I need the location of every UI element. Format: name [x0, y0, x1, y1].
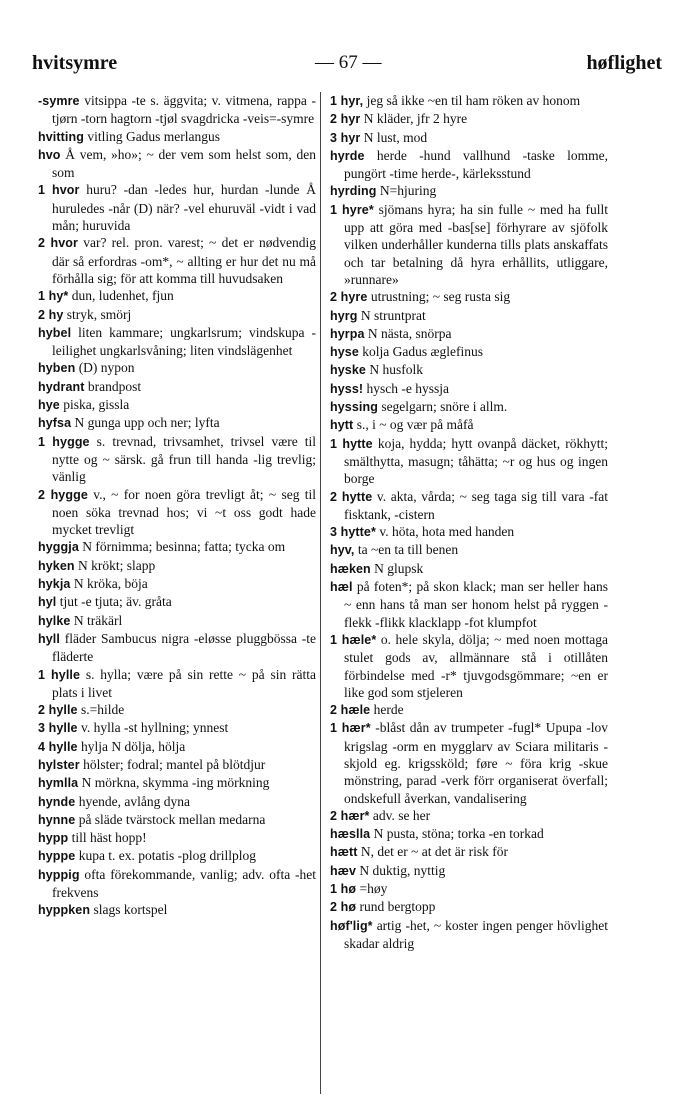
headword: høf'lig* [330, 918, 373, 933]
headword: hæken [330, 561, 371, 576]
header-last-word: høflighet [586, 52, 662, 74]
entry-definition: artig -het, ~ koster ingen penger hövlighet skadar aldrig [344, 917, 608, 951]
headword: hyske [330, 363, 366, 378]
headword: 3 hyr [330, 130, 361, 145]
entry-definition: sjömans hyra; ha sin fulle ~ med ha fullt upp att göra med -bas[se] förhyrare av sjöfolk vilken underhåller kunderna tills plats anskaffats och tar betalning då hyra erhållits, utliggare, »runnare» [344, 201, 608, 287]
entry-definition: -blåst dån av trumpeter -fugl* Upupa -lov krigslag -orm en mygglarv av Sciara militaris -skjold eg. krigssköld; føre ~ föra krig -skue mönstring, parad -verk förr organiserat överfall; ondskefull åverkan, vandalisering [344, 720, 608, 806]
headword: hybel [38, 325, 72, 340]
entry-definition: liten kammare; ungkarlsrum; vindskupa -leilighet ungkarlsvåning; liten vindslägenhet [52, 324, 317, 359]
dictionary-entry [330, 898, 608, 916]
entry-definition: (D) nypon [78, 360, 135, 376]
entry-definition: N pusta, stöna; torka -en torkad [373, 826, 544, 842]
header-first-word: hvitsymre [32, 52, 118, 74]
headword: hyse [330, 345, 359, 360]
headword: hæv [330, 863, 357, 878]
dictionary-entry [38, 756, 316, 774]
dictionary-entry [38, 324, 316, 360]
headword: 2 hø [330, 900, 357, 915]
headword: hyl [38, 595, 57, 610]
dictionary-entry [38, 612, 316, 630]
entry-definition: på släde tvärstock mellan medarna [78, 811, 266, 827]
headword: hylke [38, 613, 71, 628]
page-header [32, 52, 662, 78]
headword: hyggja [38, 540, 79, 555]
entry-definition: dun, ludenhet, fjun [71, 288, 174, 304]
dictionary-entry [330, 435, 608, 488]
dictionary-entry [330, 631, 608, 701]
dictionary-entry [330, 843, 608, 861]
headword: hyrding [330, 184, 377, 199]
entry-definition: brandpost [87, 378, 142, 394]
headword: hylster [38, 757, 80, 772]
dictionary-entry [330, 343, 608, 361]
dictionary-entry [38, 630, 316, 666]
dictionary-entry [38, 538, 316, 556]
entry-definition: herde -hund vallhund -taske lomme, pungört -time herde-, kärleksstund [344, 147, 608, 182]
headword: hyrde [330, 148, 365, 163]
headword: 1 hø [330, 882, 357, 897]
entry-definition: N husfolk [369, 362, 423, 378]
entry-definition: N krökt; slapp [78, 557, 156, 573]
headword: hyss! [330, 381, 364, 396]
headword: 1 hygge [38, 434, 90, 449]
dictionary-entry [330, 380, 608, 398]
entry-definition: N mörkna, skymma -ing mörkning [81, 775, 270, 791]
headword: hyben [38, 361, 76, 376]
entry-definition: s. hylla; være på sin rette ~ på sin rätta plats i livet [52, 666, 316, 700]
dictionary-entry [330, 807, 608, 825]
headword: -symre [38, 94, 80, 108]
dictionary-entry [330, 719, 608, 806]
dictionary-entry [330, 147, 608, 183]
dictionary-entry [38, 92, 316, 128]
entry-definition: ta ~en ta till benen [357, 542, 459, 558]
headword: hætt [330, 845, 358, 860]
dictionary-entry [38, 793, 316, 811]
headword: 1 hyre* [330, 202, 374, 217]
entry-definition: s., i ~ og vær på måfå [356, 417, 474, 433]
headword: hyrg [330, 308, 358, 323]
headword: hyppken [38, 903, 91, 918]
entry-definition: N lust, mod [363, 129, 428, 145]
entry-definition: N duktig, nyttig [359, 862, 446, 878]
dictionary-entry [38, 774, 316, 792]
dictionary-entry [330, 325, 608, 343]
headword: hynne [38, 812, 76, 827]
dictionary-entry [330, 129, 608, 147]
headword: 1 hvor [38, 183, 80, 198]
headword: hydrant [38, 379, 85, 394]
page-number: — 67 — [315, 52, 382, 73]
dictionary-entry [38, 666, 316, 702]
dictionary-entry [38, 866, 316, 902]
entry-definition: hyende, avlång dyna [78, 793, 191, 809]
dictionary-entry [38, 306, 316, 324]
headword: hyppe [38, 849, 76, 864]
headword: hyken [38, 558, 75, 573]
headword: hykja [38, 577, 71, 592]
headword: 2 hylle [38, 703, 78, 718]
entry-definition: ofta förekommande, vanlig; adv. ofta -het frekvens [52, 866, 316, 901]
headword: 3 hytte* [330, 525, 376, 540]
entry-definition: N=hjuring [379, 183, 437, 199]
headword: 2 hyr [330, 112, 361, 127]
dictionary-entry [330, 917, 608, 953]
headword: hyll [38, 631, 60, 646]
headword: hyrpa [330, 326, 365, 341]
dictionary-entry [330, 110, 608, 128]
dictionary-entry [330, 541, 608, 559]
entry-definition: N glupsk [374, 560, 424, 576]
headword: 2 hygge [38, 487, 88, 502]
headword: 1 hyr, [330, 94, 364, 108]
dictionary-entry [38, 701, 316, 719]
headword: hyv, [330, 543, 355, 558]
headword: 1 hylle [38, 667, 81, 682]
dictionary-entry [330, 880, 608, 898]
headword: 1 hæle* [330, 632, 377, 647]
dictionary-entry [330, 825, 608, 843]
entry-definition: hysch -e hyssja [366, 380, 450, 396]
headword: 2 hæle [330, 703, 371, 718]
dictionary-entry [38, 433, 316, 486]
headword: hæl [330, 580, 353, 595]
dictionary-entry [330, 578, 608, 631]
dictionary-entry [38, 738, 316, 756]
headword: 2 hær* [330, 808, 370, 823]
dictionary-entry [38, 575, 316, 593]
entry-definition: N, det er ~ at det är risk för [360, 844, 508, 860]
headword: hvitting [38, 129, 84, 144]
entry-definition: hölster; fodral; mantel på blötdjur [83, 756, 266, 772]
entry-definition: slags kortspel [93, 902, 168, 918]
entry-definition: N nästa, snörpa [367, 325, 452, 341]
dictionary-entry [330, 307, 608, 325]
dictionary-entry [330, 92, 608, 110]
entry-definition: kolja Gadus æglefinus [362, 344, 484, 360]
entry-definition: piska, gissla [63, 397, 130, 413]
headword: 1 hytte [330, 436, 373, 451]
dictionary-entry [330, 361, 608, 379]
column-divider [320, 92, 321, 1094]
dictionary-entry [38, 486, 316, 539]
dictionary-entry [330, 201, 608, 288]
entry-definition: koja, hydda; hytt ovanpå däcket, rökhytt; smälthytta, masugn; tåhätta; ~r og hus og ingen borge [344, 435, 609, 487]
dictionary-entry [38, 901, 316, 919]
entry-definition: s. trevnad, trivsamhet, trivsel være til nytte og ~ särsk. gå frun till handa -lig trevlig; vänlig [52, 433, 316, 485]
headword: 1 hær* [330, 721, 371, 736]
headword: hyppig [38, 867, 80, 882]
dictionary-entry [330, 862, 608, 880]
headword: 4 hylle [38, 739, 78, 754]
entry-definition: fläder Sambucus nigra -eløsse pluggbössa -te fläderte [52, 630, 316, 665]
left-column [38, 92, 316, 920]
entry-definition: till häst hopp! [71, 830, 147, 846]
entry-definition: stryk, smörj [66, 306, 132, 322]
entry-definition: jeg så ikke ~en til ham röken av honom [366, 93, 581, 108]
dictionary-entry [38, 847, 316, 865]
headword: 1 hy* [38, 289, 69, 304]
dictionary-entry [38, 146, 316, 182]
headword: hyssing [330, 400, 378, 415]
dictionary-entry [330, 701, 608, 719]
dictionary-entry [38, 181, 316, 234]
dictionary-entry [38, 557, 316, 575]
dictionary-entry [38, 414, 316, 432]
dictionary-entry [330, 523, 608, 541]
right-column [330, 92, 608, 952]
dictionary-entry [330, 182, 608, 200]
entry-definition: o. hele skyla, dölja; ~ med noen mottaga stulet gods av, allmännare stå i otillåten förbindelse med -r* tjuvgodsgömmare; ~en er like god som stjeleren [344, 631, 609, 700]
entry-definition: tjut -e tjuta; äv. gråta [59, 594, 172, 610]
entry-definition: N kläder, jfr 2 hyre [363, 111, 468, 127]
entry-definition: =høy [359, 881, 388, 897]
dictionary-entry [38, 287, 316, 305]
dictionary-entry [330, 488, 608, 524]
dictionary-entry [38, 234, 316, 287]
dictionary-entry [330, 416, 608, 434]
dictionary-entry [38, 359, 316, 377]
headword: hyfsa [38, 416, 72, 431]
entry-definition: vitsippa -te s. äggvita; v. vitmena, rappa -tjørn -torn hagtorn -tjøl svagdricka -veis=-symre [52, 93, 317, 127]
dictionary-entry [330, 560, 608, 578]
entry-definition: Å vem, »ho»; ~ der vem som helst som, den som [52, 146, 316, 181]
entry-definition: adv. se her [372, 807, 431, 823]
headword: hye [38, 398, 60, 413]
dictionary-entry [38, 378, 316, 396]
entry-definition: utrustning; ~ seg rusta sig [370, 289, 511, 305]
entry-definition: herde [373, 702, 404, 718]
entry-definition: v. akta, vårda; ~ seg taga sig till vara -fat fisktank, -cistern [344, 488, 609, 522]
entry-definition: N träkärl [73, 612, 123, 628]
entry-definition: hylja N dölja, hölja [81, 738, 186, 754]
headword: 2 hvor [38, 236, 78, 251]
headword: hvo [38, 147, 61, 162]
headword: hymlla [38, 776, 79, 791]
headword: hynde [38, 794, 76, 809]
entry-definition: v., ~ for noen göra trevligt åt; ~ seg til noen söka trevnad hos; vi ~t oss godt hade mycket trevligt [52, 486, 317, 538]
headword: 2 hytte [330, 489, 373, 504]
entry-definition: var? rel. pron. varest; ~ det er nødvendig där så erfordras -om*, ~ allting er hur det nu må förhålla sig; för att komma till huvudsaken [52, 235, 316, 286]
dictionary-entry [38, 829, 316, 847]
headword: hytt [330, 418, 354, 433]
entry-definition: N struntprat [360, 307, 426, 323]
dictionary-entry [38, 811, 316, 829]
dictionary-entry [38, 593, 316, 611]
headword: 2 hy [38, 307, 64, 322]
entry-definition: N förnimma; besinna; fatta; tycka om [82, 539, 286, 555]
entry-definition: v. hylla -st hyllning; ynnest [81, 720, 229, 736]
headword: hypp [38, 831, 69, 846]
headword: 3 hylle [38, 721, 78, 736]
entry-definition: N gunga upp och ner; lyfta [74, 415, 220, 431]
entry-definition: rund bergtopp [359, 899, 436, 915]
entry-definition: N kröka, böja [73, 576, 148, 592]
entry-definition: segelgarn; snöre i allm. [381, 399, 508, 415]
entry-definition: kupa t. ex. potatis -plog drillplog [78, 848, 257, 864]
dictionary-entry [330, 288, 608, 306]
dictionary-entry [330, 398, 608, 416]
entry-definition: huru? -dan -ledes hur, hurdan -lunde Å huruledes -når (D) när? -vel ehuruväl -vidt i vad mån; huruvida [52, 182, 317, 234]
entry-definition: s.=hilde [81, 702, 125, 718]
entry-definition: v. höta, hota med handen [379, 524, 515, 540]
entry-definition: på foten*; på skon klack; man ser heller hans ~ enn hans tå man ser honom helst på ryggen -flekk -flikk klacklapp -fot klumpfot [344, 579, 608, 630]
headword: hæslla [330, 827, 371, 842]
dictionary-entry [38, 719, 316, 737]
entry-definition: vitling Gadus merlangus [87, 128, 221, 144]
dictionary-entry [38, 396, 316, 414]
headword: 2 hyre [330, 290, 368, 305]
dictionary-entry [38, 128, 316, 146]
